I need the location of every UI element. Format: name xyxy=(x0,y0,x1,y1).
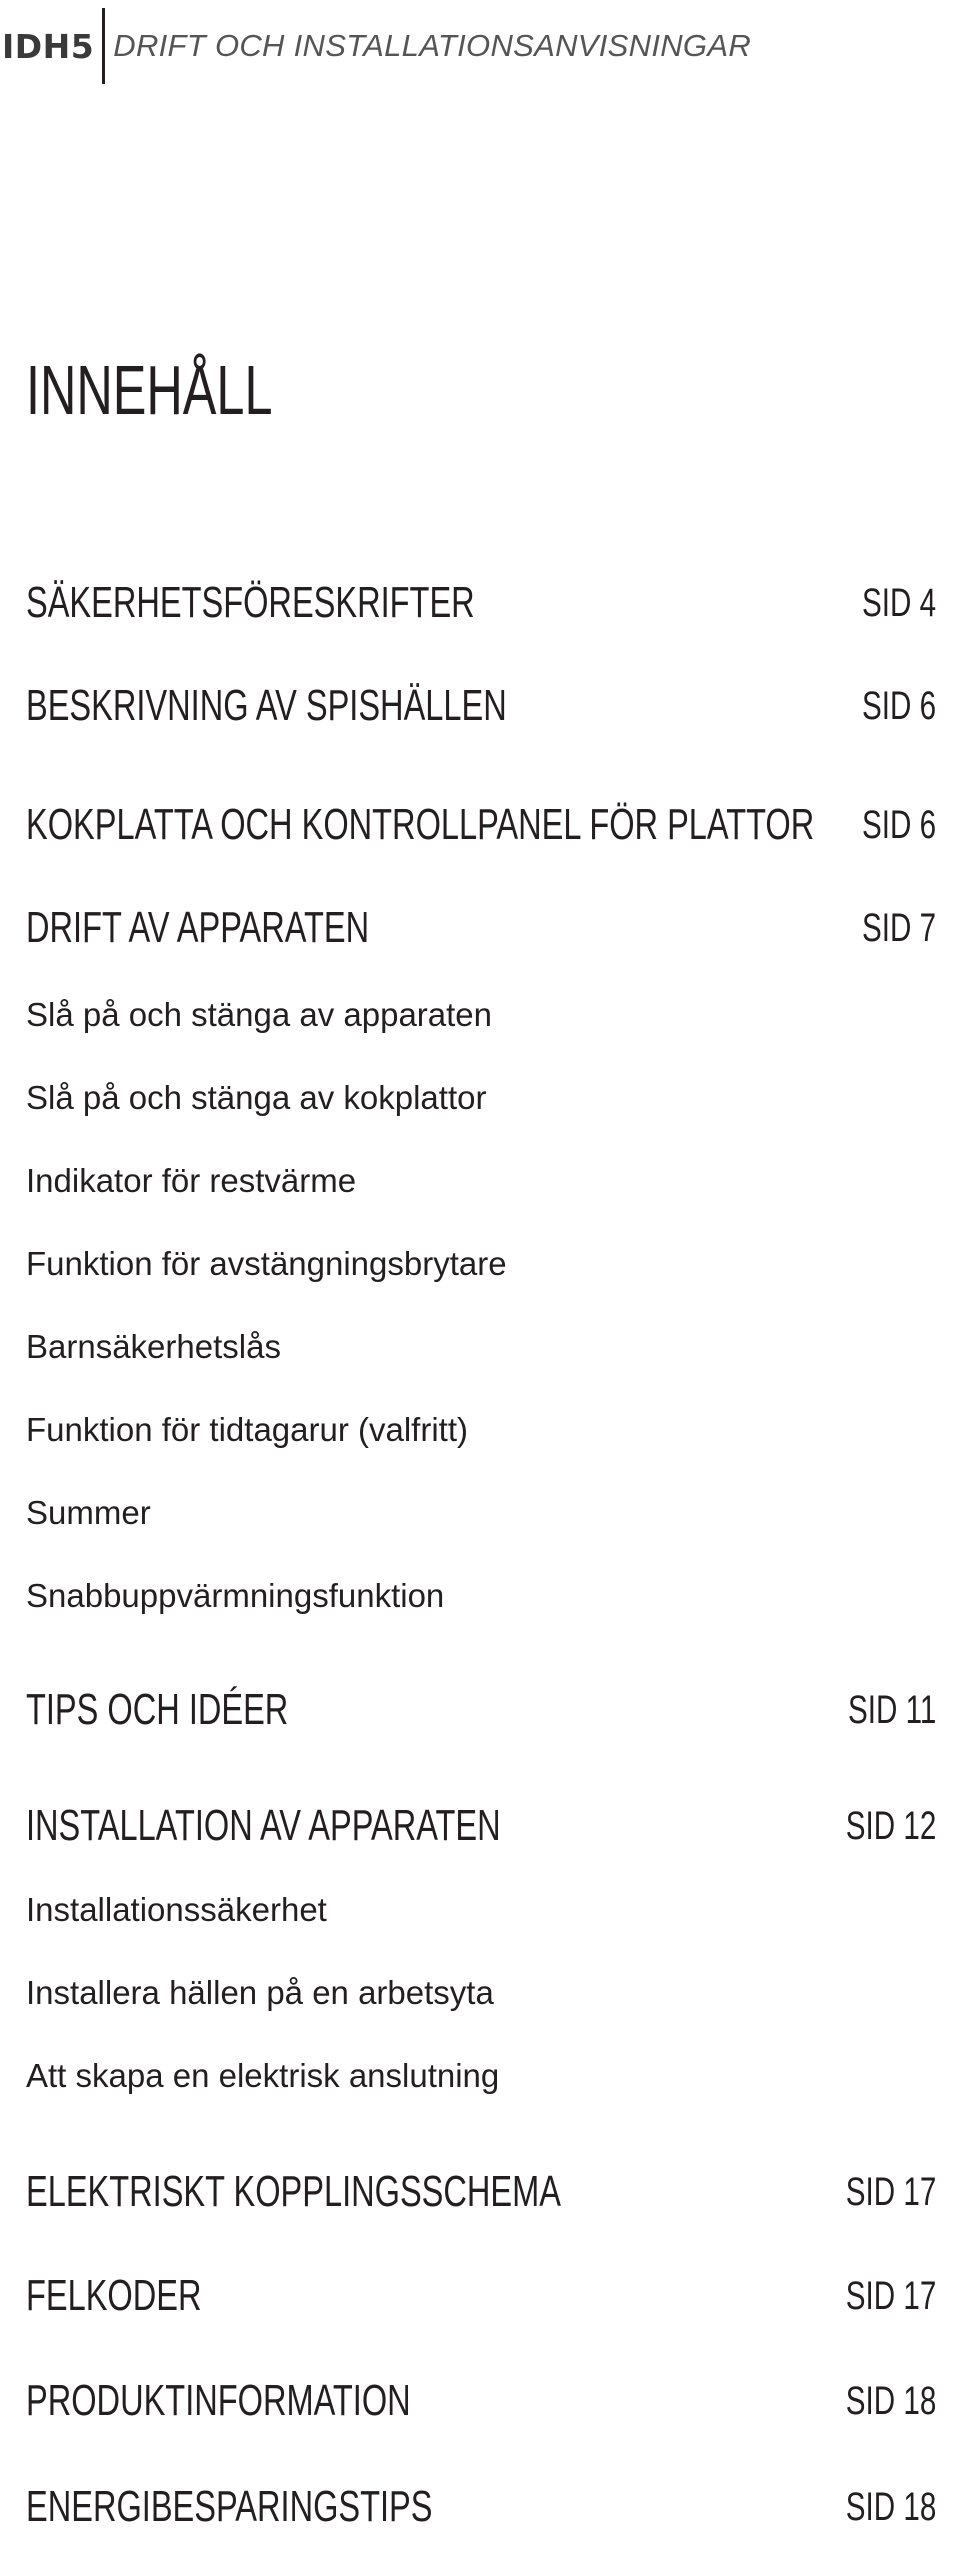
toc-page-number: SID 11 xyxy=(847,1688,936,1732)
toc-subsection-row xyxy=(26,1400,936,1460)
toc-section-row xyxy=(26,2477,936,2537)
toc-section-label: ENERGIBESPARINGSTIPS xyxy=(26,2482,433,2531)
toc-section-row xyxy=(26,795,936,855)
toc-subsection-row xyxy=(26,1880,936,1940)
toc-subsection-label: Slå på och stänga av kokplattor xyxy=(26,1079,487,1116)
toc-section-row xyxy=(26,676,936,736)
toc-page-number: SID 4 xyxy=(861,581,936,625)
toc-subsection-label: Indikator för restvärme xyxy=(26,1162,357,1199)
toc-section-label: FELKODER xyxy=(26,2271,202,2320)
toc-heading: INNEHÅLL xyxy=(26,351,273,429)
toc-subsection-row xyxy=(26,1566,936,1626)
toc-subsection-label: Funktion för tidtagarur (valfritt) xyxy=(26,1411,468,1448)
toc-section-row xyxy=(26,2266,936,2326)
document-header xyxy=(0,10,751,82)
toc-section-label: KOKPLATTA OCH KONTROLLPANEL FÖR PLATTOR xyxy=(26,800,815,849)
toc-section-row xyxy=(26,573,936,633)
toc-page-number: SID 12 xyxy=(845,1804,936,1848)
toc-subsection-row xyxy=(26,1234,936,1294)
toc-section-label: SÄKERHETSFÖRESKRIFTER xyxy=(26,578,475,627)
toc-subsection-label: Slå på och stänga av apparaten xyxy=(26,996,493,1033)
toc-page-number: SID 6 xyxy=(861,803,936,847)
toc-section-row xyxy=(26,1796,936,1856)
toc-subsection-row xyxy=(26,1068,936,1128)
toc-subsection-row xyxy=(26,1317,936,1377)
manual-title: DRIFT OCH INSTALLATIONSANVISNINGAR xyxy=(113,28,752,63)
toc-subsection-label: Funktion för avstängningsbrytare xyxy=(26,1245,507,1282)
toc-subsection-label: Installera hällen på en arbetsyta xyxy=(26,1974,494,2011)
toc-page-number: SID 18 xyxy=(845,2379,936,2423)
model-code: IDH5 xyxy=(2,26,95,66)
toc-page-number: SID 17 xyxy=(845,2170,936,2214)
toc-section-label: ELEKTRISKT KOPPLINGSSCHEMA xyxy=(26,2167,561,2216)
toc-subsection-row xyxy=(26,1483,936,1543)
toc-subsection-label: Barnsäkerhetslås xyxy=(26,1328,281,1365)
header-divider xyxy=(102,8,105,84)
toc-section-label: PRODUKTINFORMATION xyxy=(26,2376,411,2425)
toc-section-row xyxy=(26,1680,936,1740)
toc-section-row xyxy=(26,2371,936,2431)
toc-subsection-row xyxy=(26,1963,936,2023)
toc-section-label: INSTALLATION AV APPARATEN xyxy=(26,1801,501,1850)
toc-subsection-label: Installationssäkerhet xyxy=(26,1891,327,1928)
toc-subsection-row xyxy=(26,2046,936,2106)
toc-section-row xyxy=(26,2162,936,2222)
toc-section-label: TIPS OCH IDÉER xyxy=(26,1685,289,1734)
toc-page-number: SID 17 xyxy=(845,2274,936,2318)
toc-section-row xyxy=(26,898,936,958)
toc-subsection-label: Att skapa en elektrisk anslutning xyxy=(26,2057,500,2094)
toc-page-number: SID 18 xyxy=(845,2485,936,2529)
toc-section-label: BESKRIVNING AV SPISHÄLLEN xyxy=(26,681,507,730)
toc-subsection-row xyxy=(26,1151,936,1211)
toc-page-number: SID 6 xyxy=(861,684,936,728)
toc-section-label: DRIFT AV APPARATEN xyxy=(26,903,370,952)
toc-subsection-row xyxy=(26,985,936,1045)
toc-page-number: SID 7 xyxy=(861,906,936,950)
toc-subsection-label: Snabbuppvärmningsfunktion xyxy=(26,1577,445,1614)
toc-subsection-label: Summer xyxy=(26,1494,151,1531)
